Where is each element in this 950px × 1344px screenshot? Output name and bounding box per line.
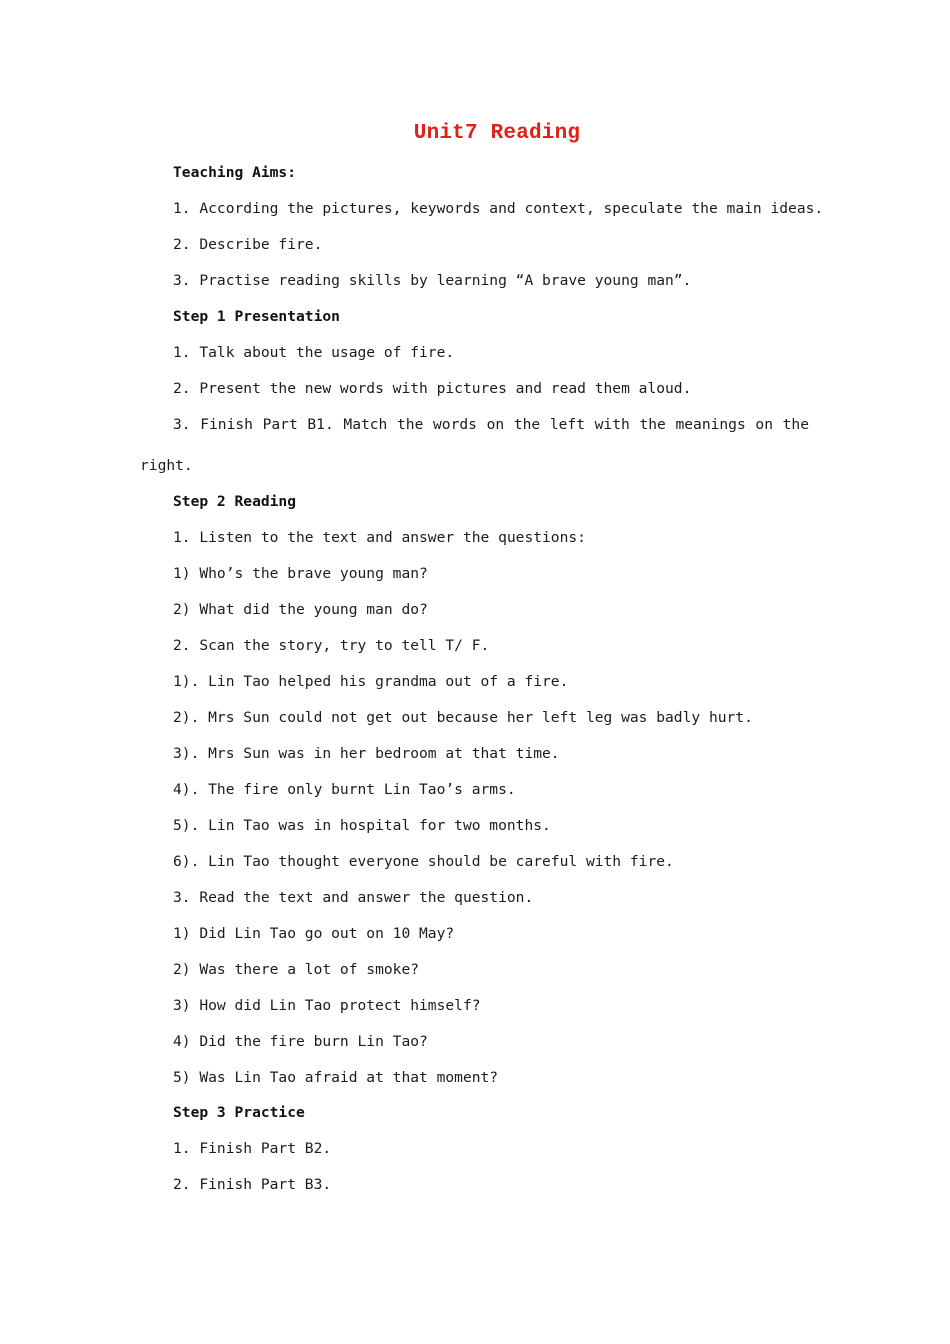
document-title: Unit7 Reading [413, 122, 581, 145]
step1-item-3-continuation: right. [140, 457, 193, 474]
step2-question: 2) What did the young man do? [173, 601, 428, 618]
step2-task-1: 1. Listen to the text and answer the questions: [173, 529, 586, 546]
true-false-statement: 4). The fire only burnt Lin Tao’s arms. [173, 781, 516, 798]
step1-item-3: 3. Finish Part B1. Match the words on the left with the meanings on the [173, 416, 809, 433]
reading-question: 4) Did the fire burn Lin Tao? [173, 1033, 428, 1050]
true-false-statement: 6). Lin Tao thought everyone should be careful with fire. [173, 853, 674, 870]
true-false-statement: 3). Mrs Sun was in her bedroom at that time. [173, 745, 560, 762]
reading-question: 1) Did Lin Tao go out on 10 May? [173, 925, 455, 942]
true-false-statement: 1). Lin Tao helped his grandma out of a fire. [173, 673, 569, 690]
heading-teaching-aims: Teaching Aims: [173, 164, 297, 181]
aim-item-2: 2. Describe fire. [173, 236, 323, 253]
step3-item-2: 2. Finish Part B3. [173, 1176, 332, 1193]
reading-question: 5) Was Lin Tao afraid at that moment? [173, 1069, 499, 1086]
step1-item-2: 2. Present the new words with pictures and read them aloud. [173, 380, 692, 397]
heading-step-2: Step 2 Reading [173, 493, 297, 510]
reading-question: 3) How did Lin Tao protect himself? [173, 997, 481, 1014]
step1-item-1: 1. Talk about the usage of fire. [173, 344, 455, 361]
aim-item-1: 1. According the pictures, keywords and context, speculate the main ideas. [173, 200, 824, 217]
reading-question: 2) Was there a lot of smoke? [173, 961, 420, 978]
step2-question: 1) Who’s the brave young man? [173, 565, 428, 582]
aim-item-3: 3. Practise reading skills by learning “A brave young man”. [173, 272, 692, 289]
heading-step-1: Step 1 Presentation [173, 308, 340, 325]
heading-step-3: Step 3 Practice [173, 1104, 305, 1121]
step2-task-2: 2. Scan the story, try to tell T/ F. [173, 637, 490, 654]
true-false-statement: 5). Lin Tao was in hospital for two months. [173, 817, 551, 834]
step3-item-1: 1. Finish Part B2. [173, 1140, 332, 1157]
step2-task-3: 3. Read the text and answer the question. [173, 889, 534, 906]
true-false-statement: 2). Mrs Sun could not get out because her left leg was badly hurt. [173, 709, 753, 726]
